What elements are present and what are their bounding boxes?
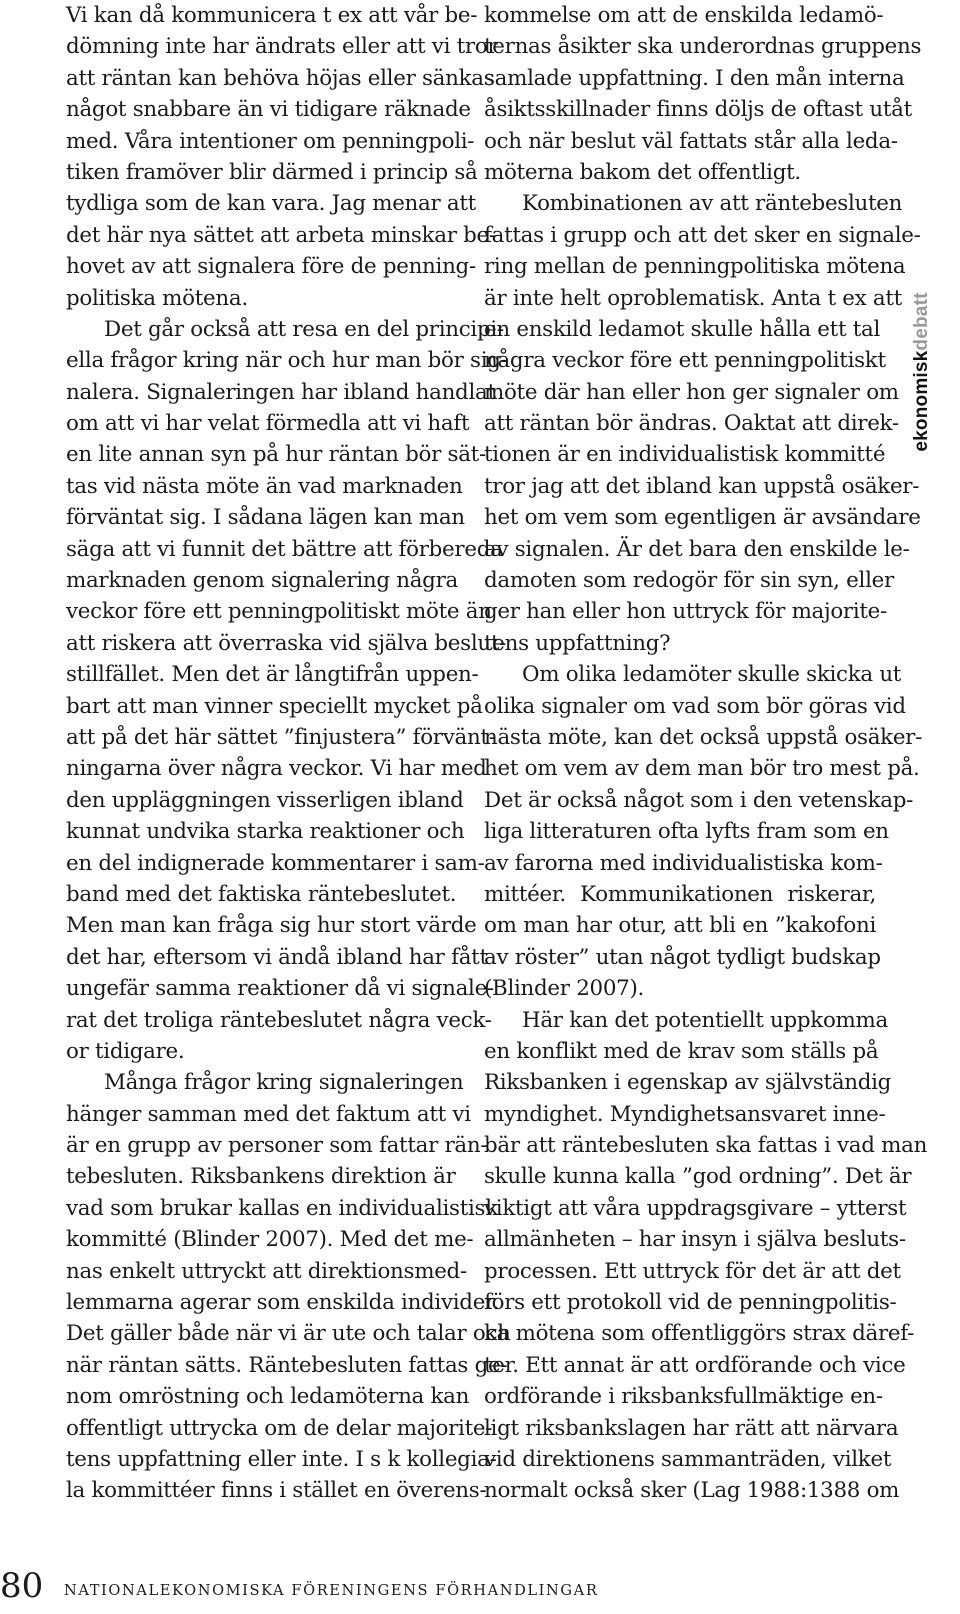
text-line: allmänheten – har insyn i själva besluts- <box>484 1227 906 1253</box>
text-line: ordförande i riksbanksfullmäktige en- <box>484 1384 883 1410</box>
section-side-tag-text <box>911 292 933 451</box>
text-line: Vi kan då kommunicera t ex att vår be- <box>66 3 478 28</box>
left-column <box>66 0 511 1507</box>
text-line: tror jag att det ibland kan uppstå osäker- <box>484 473 920 499</box>
text-line: tydliga som de kan vara. Jag menar att <box>66 191 476 217</box>
text-line: Många frågor kring signaleringen <box>104 1070 464 1096</box>
text-line: het om vem som egentligen är avsändare <box>484 505 921 531</box>
text-line: med. Våra intentioner om penningpoli- <box>66 128 475 154</box>
text-line: Riksbanken i egenskap av självständig <box>484 1070 892 1096</box>
text-line: tebesluten. Riksbankens direktion är <box>66 1164 456 1190</box>
text-line: möte där han eller hon ger signaler om <box>484 379 899 405</box>
text-line: nas enkelt uttryckt att direktionsmed- <box>66 1258 467 1284</box>
text-line: rat det troliga räntebeslutet några veck- <box>66 1007 492 1033</box>
text-line: Det går också att resa en del principi- <box>104 316 504 342</box>
text-line: tas vid nästa möte än vad marknaden <box>66 473 463 499</box>
text-line: kommelse om att de enskilda ledamö- <box>484 3 884 28</box>
text-line: nom omröstning och ledamöterna kan <box>66 1384 470 1410</box>
text-line: offentligt uttrycka om de delar majorite- <box>66 1415 493 1441</box>
text-line: liga litteraturen ofta lyfts fram som en <box>484 819 889 845</box>
text-line: tiken framöver blir därmed i princip så <box>66 159 478 185</box>
text-line: viktigt att våra uppdragsgivare – ytterst <box>484 1195 907 1221</box>
text-line: marknaden genom signalering några <box>66 568 458 594</box>
text-line: samlade uppfattning. I den mån interna <box>484 65 905 91</box>
text-line: ger han eller hon uttryck för majorite- <box>484 599 887 625</box>
text-line: tionen är en individualistisk kommitté <box>484 442 886 468</box>
text-line: politiska mötena. <box>66 285 248 311</box>
text-line: ter. Ett annat är att ordförande och vice <box>484 1352 906 1378</box>
text-line: Men man kan fråga sig hur stort värde <box>66 913 477 939</box>
text-line: ternas åsikter ska underordnas gruppens <box>484 34 922 60</box>
section-side-tag <box>897 272 947 472</box>
text-line: or tidigare. <box>66 1038 185 1064</box>
text-line: av signalen. Är det bara den enskilde le- <box>484 536 910 562</box>
text-line: hovet av att signalera före de penning- <box>66 254 476 280</box>
text-line: processen. Ett uttryck för det är att det <box>484 1258 901 1284</box>
text-line: det har, eftersom vi ändå ibland har fått <box>66 944 488 970</box>
text-line: förväntat sig. I sådana lägen kan man <box>66 505 465 531</box>
text-line: skulle kunna kalla ”god ordning”. Det är <box>484 1164 912 1190</box>
journal-title: NATIONALEKONOMISKA FÖRENINGENS FÖRHANDLINGAR <box>64 1582 599 1599</box>
text-line: het om vem av dem man bör tro mest på. <box>484 756 920 782</box>
text-line: några veckor före ett penningpolitiskt <box>484 348 886 374</box>
text-line: veckor före ett penningpolitiskt möte än <box>66 599 492 625</box>
text-line: (Blinder 2007). <box>484 976 644 1002</box>
text-line: myndighet. Myndighetsansvaret inne- <box>484 1101 886 1127</box>
text-line: att riskera att överraska vid själva beslut- <box>66 630 507 656</box>
text-line: av röster” utan något tydligt budskap <box>484 944 881 970</box>
text-line: om att vi har velat förmedla att vi haft <box>66 411 470 437</box>
text-line: lemmarna agerar som enskilda individer. <box>66 1290 500 1316</box>
text-line: stillfället. Men det är långtifrån uppen- <box>66 662 479 688</box>
text-line: nästa möte, kan det också uppstå osäker- <box>484 724 923 750</box>
text-line: det här nya sättet att arbeta minskar be- <box>66 222 496 248</box>
text-line: bart att man vinner speciellt mycket på <box>66 693 483 719</box>
text-line: en enskild ledamot skulle hålla ett tal <box>484 316 881 342</box>
text-line: ningarna över några veckor. Vi har med <box>66 756 487 782</box>
text-line: fattas i grupp och att det sker en signale- <box>484 222 921 248</box>
text-line: normalt också sker (Lag 1988:1388 om <box>484 1478 900 1504</box>
page-number: 80 <box>0 1566 44 1606</box>
text-line: Här kan det potentiellt uppkomma <box>522 1007 888 1033</box>
text-line: en lite annan syn på hur räntan bör sät- <box>66 442 486 468</box>
text-line: tens uppfattning eller inte. I s k kollegia- <box>66 1446 497 1472</box>
text-line: Det gäller både när vi är ute och talar och <box>66 1321 511 1347</box>
text-line: ka mötena som offentliggörs strax däref- <box>484 1321 915 1347</box>
text-line: la kommittéer finns i stället en överens- <box>66 1478 487 1504</box>
text-line: att räntan bör ändras. Oaktat att direk- <box>484 411 899 437</box>
text-line: en konflikt med de krav som ställs på <box>484 1038 879 1064</box>
text-line: är en grupp av personer som fattar rän- <box>66 1133 488 1159</box>
text-line: förs ett protokoll vid de penningpolitis- <box>484 1290 897 1316</box>
text-line: är inte helt oproblematisk. Anta t ex att <box>484 285 902 311</box>
text-line: tens uppfattning? <box>484 630 671 656</box>
text-line: säga att vi funnit det bättre att förbereda <box>66 536 503 562</box>
text-line: Det är också något som i den vetenskap- <box>484 787 914 813</box>
text-line: när räntan sätts. Räntebesluten fattas ge- <box>66 1352 508 1378</box>
text-line: dömning inte har ändrats eller att vi tror <box>66 34 498 60</box>
text-line: en del indignerade kommentarer i sam- <box>66 850 485 876</box>
text-line: och när beslut väl fattats står alla leda- <box>484 128 898 154</box>
text-line: bär att räntebesluten ska fattas i vad man <box>484 1133 928 1159</box>
text-line: vad som brukar kallas en individualistisk <box>66 1195 498 1221</box>
text-line: olika signaler om vad som bör göras vid <box>484 693 906 719</box>
text-line: något snabbare än vi tidigare räknade <box>66 97 471 123</box>
section-tag-debatt: debatt <box>911 292 932 351</box>
text-line: om man har otur, att bli en ”kakofoni <box>484 913 876 939</box>
text-line: möterna bakom det offentligt. <box>484 159 801 185</box>
text-line: vid direktionens sammanträden, vilket <box>484 1446 892 1472</box>
text-line: ring mellan de penningpolitiska mötena <box>484 254 906 280</box>
text-line: åsiktsskillnader finns döljs de oftast utåt <box>484 97 912 123</box>
text-line: ligt riksbankslagen har rätt att närvara <box>484 1415 899 1441</box>
text-line: band med det faktiska räntebeslutet. <box>66 881 457 907</box>
text-line: den uppläggningen visserligen ibland <box>66 787 464 813</box>
page-footer <box>0 1566 960 1612</box>
text-line: hänger samman med det faktum att vi <box>66 1101 471 1127</box>
section-tag-ekonomisk: ekonomisk <box>911 350 932 452</box>
text-line: att på det här sättet ”finjustera” förvänt- <box>66 724 496 750</box>
text-line: att räntan kan behöva höjas eller sänkas <box>66 65 495 91</box>
text-line: Om olika ledamöter skulle skicka ut <box>522 662 902 688</box>
text-line: av farorna med individualistiska kom- <box>484 850 883 876</box>
text-line: kommitté (Blinder 2007). Med det me- <box>66 1227 474 1253</box>
text-line: ungefär samma reaktioner då vi signale- <box>66 976 494 1002</box>
text-line: mittéer. Kommunikationen riskerar, <box>484 881 876 907</box>
text-line: ella frågor kring när och hur man bör sig- <box>66 348 508 374</box>
text-line: nalera. Signaleringen har ibland handlat <box>66 379 496 405</box>
text-line: damoten som redogör för sin syn, eller <box>484 568 894 594</box>
text-line: Kombinationen av att räntebesluten <box>522 191 903 217</box>
text-line: kunnat undvika starka reaktioner och <box>66 819 465 845</box>
